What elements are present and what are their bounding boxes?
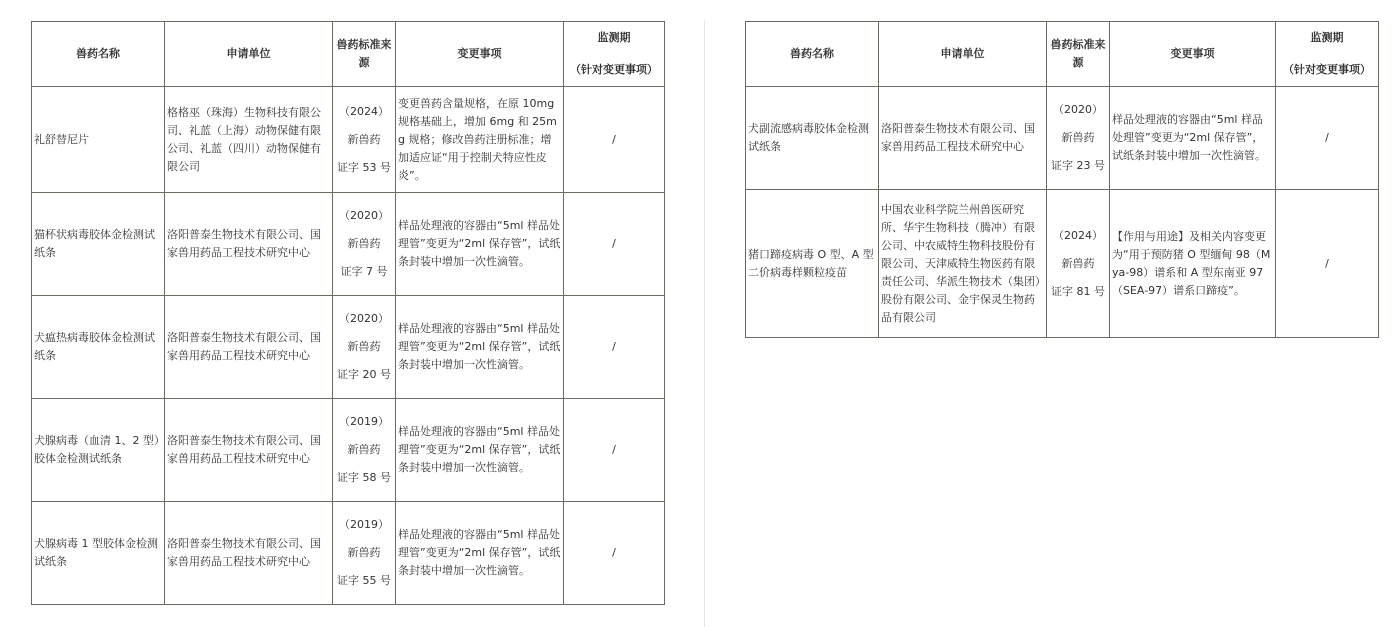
- table-row: [746, 87, 1379, 190]
- header-monitoring-line1: 监测期: [1310, 31, 1344, 44]
- header-drug-name: 兽药名称: [746, 22, 879, 87]
- cell-standard-source: [1047, 190, 1110, 338]
- source-year: （2024）: [339, 104, 389, 118]
- table-header-row: [746, 22, 1379, 87]
- cell-change-item: 样品处理液的容器由“5ml 样品处理管”变更为“2ml 保存管”，试纸条封装中增加一次性滴管。: [396, 193, 564, 296]
- source-cert: 证字 58 号: [337, 471, 391, 484]
- cell-monitoring-period: /: [564, 87, 665, 193]
- header-change-item: 变更事项: [396, 22, 564, 87]
- cell-monitoring-period: /: [564, 502, 665, 605]
- cell-applicant: 中国农业科学院兰州兽医研究所、华宇生物科技（腾冲）有限公司、中农威特生物科技股份有限公司、天津威特生物医药有限责任公司、华派生物技术（集团）股份有限公司、金宇保灵生物药品有限公司: [879, 190, 1047, 338]
- source-type: 新兽药: [1061, 131, 1095, 144]
- source-year: （2020）: [1053, 103, 1103, 116]
- header-applicant: 申请单位: [165, 22, 333, 87]
- cell-drug-name: 猪口蹄疫病毒 O 型、A 型二价病毒样颗粒疫苗: [746, 190, 879, 338]
- header-monitoring-line2: （针对变更事项）: [570, 63, 658, 76]
- cell-monitoring-period: /: [564, 399, 665, 502]
- cell-monitoring-period: /: [564, 193, 665, 296]
- header-change-item: 变更事项: [1110, 22, 1276, 87]
- cell-drug-name: 犬腺病毒 1 型胶体金检测试纸条: [32, 502, 165, 605]
- table-row: [32, 296, 665, 399]
- source-cert: 证字 23 号: [1051, 159, 1105, 172]
- cell-change-item: 样品处理液的容器由“5ml 样品处理管”变更为“2ml 保存管”，试纸条封装中增加一次性滴管。: [396, 502, 564, 605]
- source-year: （2024）: [1053, 228, 1103, 242]
- vet-drug-table-right: [745, 21, 1379, 338]
- source-type: 新兽药: [347, 340, 381, 353]
- table-row: [32, 502, 665, 605]
- header-monitoring-line1: 监测期: [597, 31, 631, 44]
- source-cert: 证字 55 号: [337, 574, 391, 587]
- source-cert: 证字 7 号: [340, 265, 388, 278]
- source-type: 新兽药: [347, 443, 381, 456]
- table-header-row: [32, 22, 665, 87]
- source-type: 新兽药: [347, 132, 381, 146]
- header-monitoring-period: [1276, 22, 1379, 87]
- source-cert: 证字 20 号: [337, 368, 391, 381]
- source-year: （2020）: [339, 312, 389, 325]
- cell-monitoring-period: /: [1276, 190, 1379, 338]
- header-drug-name: 兽药名称: [32, 22, 165, 87]
- source-type: 新兽药: [347, 546, 381, 559]
- source-type: 新兽药: [1061, 256, 1095, 270]
- cell-change-item: 样品处理液的容器由“5ml 样品处理管”变更为“2ml 保存管”，试纸条封装中增加一次性滴管。: [1110, 87, 1276, 190]
- cell-standard-source: [1047, 87, 1110, 190]
- source-cert: 证字 81 号: [1051, 284, 1105, 298]
- header-standard-source: 兽药标准来源: [1047, 22, 1110, 87]
- cell-standard-source: [333, 399, 396, 502]
- header-monitoring-period: [564, 22, 665, 87]
- vet-drug-table-left: [31, 21, 665, 605]
- cell-drug-name: 猫杯状病毒胶体金检测试纸条: [32, 193, 165, 296]
- cell-standard-source: [333, 193, 396, 296]
- cell-drug-name: 犬腺病毒（血清 1、2 型）胶体金检测试纸条: [32, 399, 165, 502]
- cell-applicant: 洛阳普泰生物技术有限公司、国家兽用药品工程技术研究中心: [165, 502, 333, 605]
- cell-standard-source: [333, 87, 396, 193]
- cell-drug-name: 犬瘟热病毒胶体金检测试纸条: [32, 296, 165, 399]
- cell-applicant: 洛阳普泰生物技术有限公司、国家兽用药品工程技术研究中心: [165, 399, 333, 502]
- cell-change-item: 【作用与用途】及相关内容变更为“用于预防猪 O 型缅甸 98（Mya-98）谱系和 A 型东南亚 97（SEA-97）谱系口蹄疫”。: [1110, 190, 1276, 338]
- cell-applicant: 格格巫（珠海）生物科技有限公司、礼蓝（上海）动物保健有限公司、礼蓝（四川）动物保健有限公司: [165, 87, 333, 193]
- cell-drug-name: 礼舒替尼片: [32, 87, 165, 193]
- source-year: （2020）: [339, 209, 389, 222]
- source-year: （2019）: [339, 518, 389, 531]
- cell-applicant: 洛阳普泰生物技术有限公司、国家兽用药品工程技术研究中心: [165, 193, 333, 296]
- cell-standard-source: [333, 296, 396, 399]
- table-row: [746, 190, 1379, 338]
- header-applicant: 申请单位: [879, 22, 1047, 87]
- cell-change-item: 变更兽药含量规格，在原 10mg 规格基础上，增加 6mg 和 25mg 规格；修改兽药注册标准；增加适应证“用于控制犬特应性皮炎”。: [396, 87, 564, 193]
- table-row: [32, 399, 665, 502]
- table-row: [32, 87, 665, 193]
- cell-change-item: 样品处理液的容器由“5ml 样品处理管”变更为“2ml 保存管”，试纸条封装中增加一次性滴管。: [396, 399, 564, 502]
- cell-monitoring-period: /: [1276, 87, 1379, 190]
- cell-change-item: 样品处理液的容器由“5ml 样品处理管”变更为“2ml 保存管”，试纸条封装中增加一次性滴管。: [396, 296, 564, 399]
- source-year: （2019）: [339, 415, 389, 428]
- cell-applicant: 洛阳普泰生物技术有限公司、国家兽用药品工程技术研究中心: [879, 87, 1047, 190]
- cell-monitoring-period: /: [564, 296, 665, 399]
- cell-drug-name: 犬副流感病毒胶体金检测试纸条: [746, 87, 879, 190]
- cell-standard-source: [333, 502, 396, 605]
- source-type: 新兽药: [347, 237, 381, 250]
- cell-applicant: 洛阳普泰生物技术有限公司、国家兽用药品工程技术研究中心: [165, 296, 333, 399]
- table-row: [32, 193, 665, 296]
- source-cert: 证字 53 号: [337, 160, 391, 174]
- column-divider: [704, 20, 705, 627]
- header-monitoring-line2: （针对变更事项）: [1283, 63, 1371, 76]
- header-standard-source: 兽药标准来源: [333, 22, 396, 87]
